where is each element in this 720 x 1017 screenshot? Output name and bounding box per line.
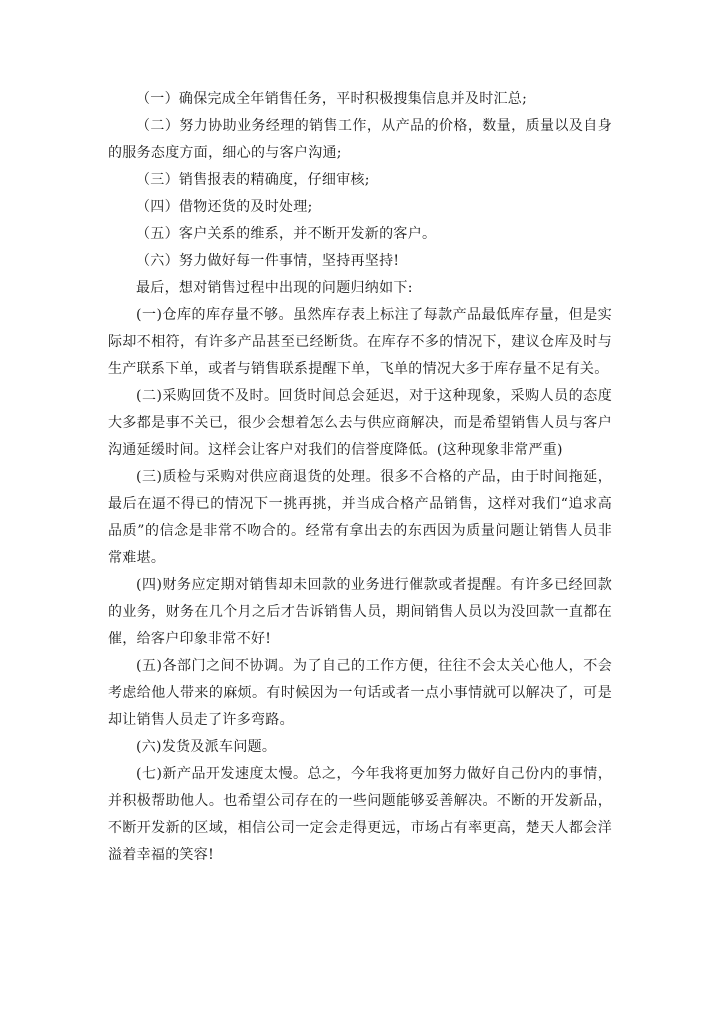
paragraph-1: （一）确保完成全年销售任务，平时积极搜集信息并及时汇总; xyxy=(136,91,528,107)
paragraph-3: （三）销售报表的精确度，仔细审核; xyxy=(136,172,370,188)
paragraph-9: (二)采购回货不及时。回货时间总会延迟，对于这种现象，采购人员的态度大多都是事不关已，很少会想着怎么去与供应商解决，而是希望销售人员与客户沟通延缓时间。这样会让客户对我们的信誉度降低。(这种现象非常严重) xyxy=(108,388,612,458)
paragraph-10: (三)质检与采购对供应商退货的处理。很多不合格的产品，由于时间拖延，最后在逼不得已的情况下一挑再挑，并当成合格产品销售，这样对我们“追求高品质”的信念是非常不吻合的。经常有拿出去的东西因为质量问题让销售人员非常难堪。 xyxy=(108,469,612,566)
document-body xyxy=(108,86,612,869)
paragraph-13: (六)发货及派车问题。 xyxy=(136,739,277,755)
paragraph-12: (五)各部门之间不协调。为了自己的工作方便，往往不会太关心他人，不会考虑给他人带来的麻烦。有时候因为一句话或者一点小事情就可以解决了，可是却让销售人员走了许多弯路。 xyxy=(108,658,612,728)
paragraph-5: （五）客户关系的维系，并不断开发新的客户。 xyxy=(136,226,437,242)
paragraph-14: (七)新产品开发速度太慢。总之，今年我将更加努力做好自己份内的事情，并积极帮助他人。也希望公司存在的一些问题能够妥善解决。不断的开发新品，不断开发新的区域，相信公司一定会走得更远，市场占有率更高，楚天人都会洋溢着幸福的笑容! xyxy=(108,766,612,863)
paragraph-6: （六）努力做好每一件事情，坚持再坚持! xyxy=(136,253,400,269)
paragraph-4: （四）借物还货的及时处理; xyxy=(136,199,313,215)
paragraph-8: (一)仓库的库存量不够。虽然库存表上标注了每款产品最低库存量，但是实际却不相符，有许多产品甚至已经断货。在库存不多的情况下，建议仓库及时与生产联系下单，或者与销售联系提醒下单，飞单的情况大多于库存量不足有关。 xyxy=(108,307,612,377)
paragraph-7: 最后，想对销售过程中出现的问题归纳如下: xyxy=(136,280,413,296)
paragraph-2: （二）努力协助业务经理的销售工作，从产品的价格，数量，质量以及自身的服务态度方面，细心的与客户沟通; xyxy=(108,118,612,161)
paragraph-11: (四)财务应定期对销售却未回款的业务进行催款或者提醒。有许多已经回款的业务，财务在几个月之后才告诉销售人员，期间销售人员以为没回款一直都在催，给客户印象非常不好! xyxy=(108,577,612,647)
